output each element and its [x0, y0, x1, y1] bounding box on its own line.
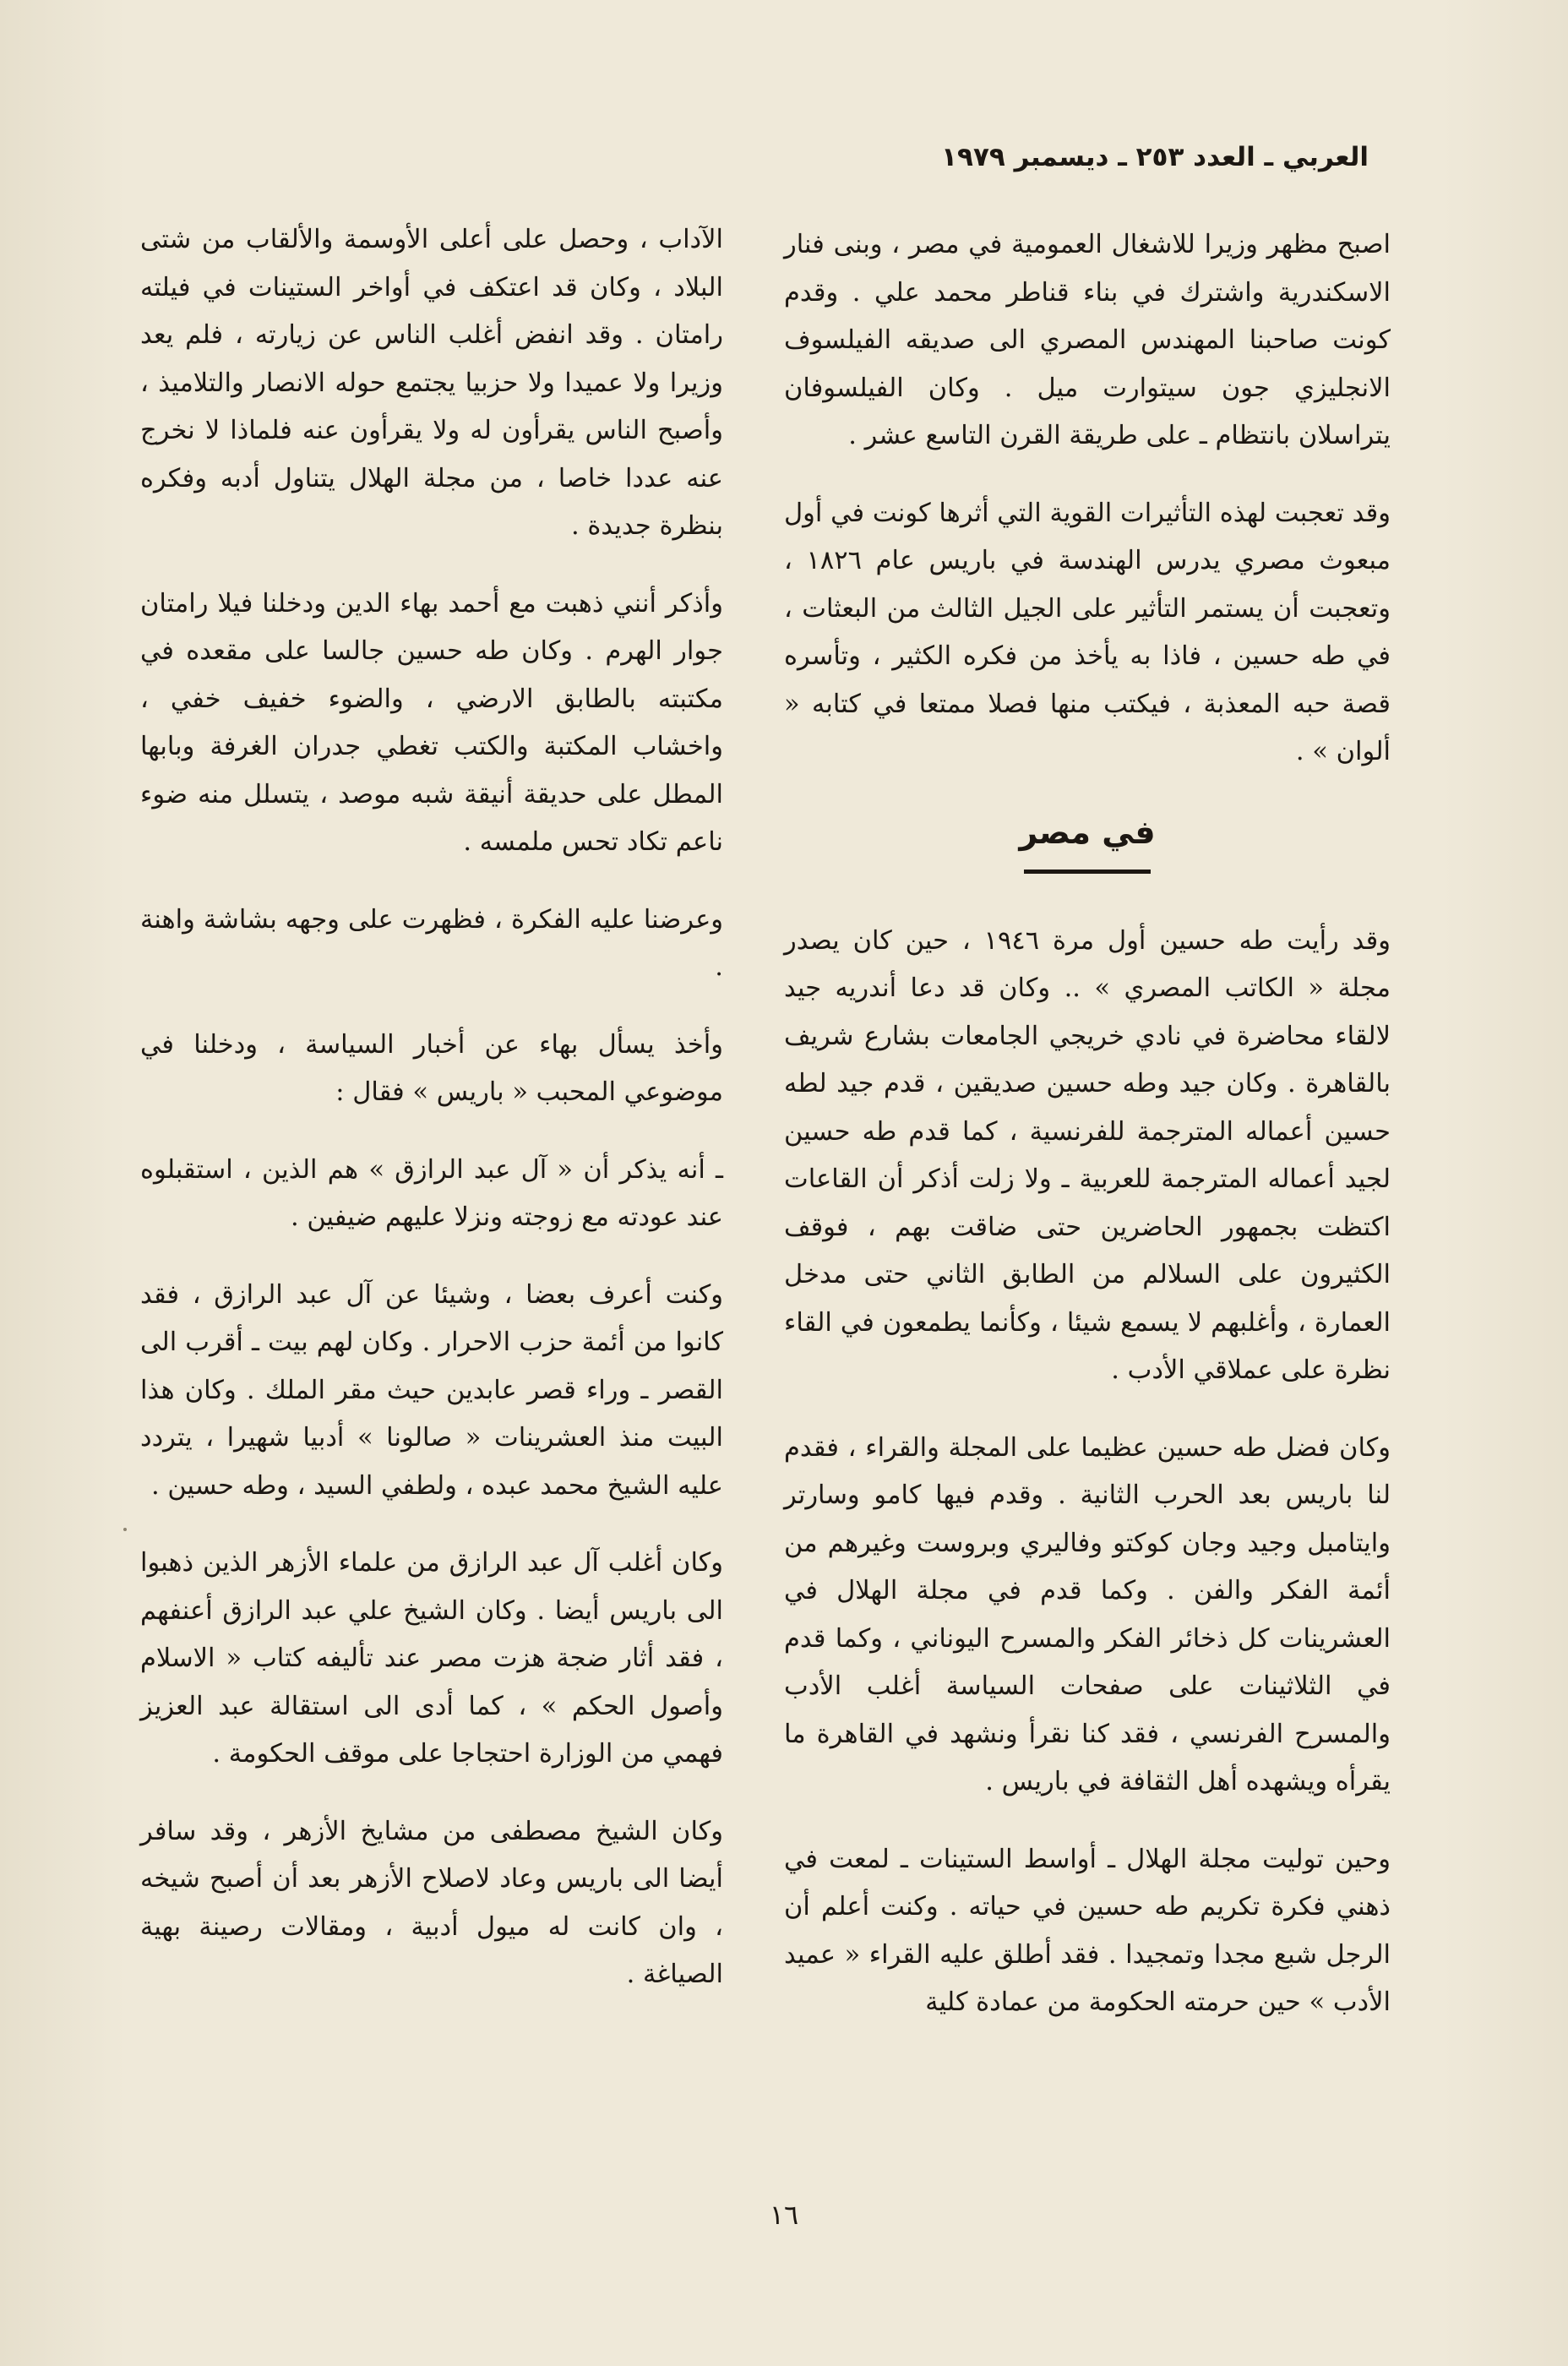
paragraph: وكان أغلب آل عبد الرازق من علماء الأزهر الذين ذهبوا الى باريس أيضا . وكان الشيخ علي عبد الرازق أعنفهم ، فقد أثار ضجة هزت مصر عند تأليفه كتاب « الاسلام وأصول الحكم » ، كما أدى الى استقالة عبد العزيز فهمي من الوزارة احتجاجا على موقف الحكومة .: [140, 1548, 723, 1769]
paragraph: وحين توليت مجلة الهلال ـ أواسط الستينات ـ لمعت في ذهني فكرة تكريم طه حسين في حياته . وكنت أعلم أن الرجل شبع مجدا وتمجيدا . فقد أطلق عليه القراء « عميد الأدب » حين حرمته الحكومة من عمادة كلية: [784, 1844, 1391, 2017]
paragraph: وكان فضل طه حسين عظيما على المجلة والقراء ، فقدم لنا باريس بعد الحرب الثانية . وقدم فيها كامو وسارتر وايتامبل وجيد وجان كوكتو وفاليري وبروست وغيرهم من أئمة الفكر والفن . وكما قدم في مجلة الهلال في العشرينات كل ذخائر الفكر والمسرح اليوناني ، وكما قدم في الثلاثينات على صفحات السياسة أغلب الأدب والمسرح الفرنسي ، فقد كنا نقرأ ونشهد في القاهرة ما يقرأه ويشهده أهل الثقافة في باريس .: [784, 1432, 1391, 1796]
paragraph: وأخذ يسأل بهاء عن أخبار السياسة ، ودخلنا في موضوعي المحبب « باريس » فقال :: [140, 1029, 723, 1107]
paragraph: اصبح مظهر وزيرا للاشغال العمومية في مصر ، وبنى فنار الاسكندرية واشترك في بناء قناطر محمد علي . وقدم كونت صاحبنا المهندس المصري الى صديقه الفيلسوف الانجليزي جون سيتوارت ميل . وكان الفيلسوفان يتراسلان بانتظام ـ على طريقة القرن التاسع عشر .: [784, 230, 1391, 450]
paper-speck: [123, 1528, 127, 1531]
left-column: [140, 216, 723, 2029]
page-number: ١٦: [769, 2199, 799, 2231]
running-header: العربي ـ العدد ٢٥٣ ـ ديسمبر ١٩٧٩: [941, 142, 1369, 172]
paragraph: وقد تعجبت لهذه التأثيرات القوية التي أثرها كونت في أول مبعوث مصري يدرس الهندسة في باريس عام ١٨٢٦ ، وتعجبت أن يستمر التأثير على الجيل الثالث من البعثات ، في طه حسين ، فاذا به يأخذ من فكره الكثير ، وتأسره قصة حبه المعذبة ، فيكتب منها فصلا ممتعا في كتابه « ألوان » .: [784, 498, 1391, 766]
heading-underline: [1024, 870, 1151, 874]
section-heading-text: في مصر: [1019, 813, 1156, 851]
paragraph: ـ أنه يذكر أن « آل عبد الرازق » هم الذين ، استقبلوه عند عودته مع زوجته ونزلا عليهم ضيفين .: [140, 1154, 723, 1232]
paragraph: وعرضنا عليه الفكرة ، فظهرت على وجهه بشاشة واهنة .: [140, 904, 723, 982]
section-heading: [784, 812, 1391, 874]
paragraph: وكان الشيخ مصطفى من مشايخ الأزهر ، وقد سافر أيضا الى باريس وعاد لاصلاح الأزهر بعد أن أصبح شيخه ، وان كانت له ميول أدبية ، ومقالات رصينة بهية الصياغة .: [140, 1816, 723, 1989]
paragraph: وكنت أعرف بعضا ، وشيئا عن آل عبد الرازق ، فقد كانوا من أئمة حزب الاحرار . وكان لهم بيت ـ أقرب الى القصر ـ وراء قصر عابدين حيث مقر الملك . وكان هذا البيت منذ العشرينات « صالونا » أدبيا شهيرا ، يتردد عليه الشيخ محمد عبده ، ولطفي السيد ، وطه حسين .: [140, 1279, 723, 1501]
paragraph: وأذكر أنني ذهبت مع أحمد بهاء الدين ودخلنا فيلا رامتان جوار الهرم . وكان طه حسين جالسا على مقعده في مكتبته بالطابق الارضي ، والضوء خفيف خفي ، واخشاب المكتبة والكتب تغطي جدران الغرفة وبابها المطل على حديقة أنيقة شبه موصد ، يتسلل منه ضوء ناعم تكاد تحس ملمسه .: [140, 588, 723, 857]
right-column: [784, 221, 1391, 2057]
paragraph: وقد رأيت طه حسين أول مرة ١٩٤٦ ، حين كان يصدر مجلة « الكاتب المصري » .. وكان قد دعا أندريه جيد لالقاء محاضرة في نادي خريجي الجامعات بشارع شريف بالقاهرة . وكان جيد وطه حسين صديقين ، قدم جيد لطه حسين أعماله المترجمة للفرنسية ، كما قدم طه حسين لجيد أعماله المترجمة للعربية ـ ولا زلت أذكر أن القاعات اكتظت بجمهور الحاضرين حتى ضاقت بهم ، فوقف الكثيرون على السلالم من الطابق الثاني حتى مدخل العمارة ، وأغلبهم لا يسمع شيئا ، وكأنما يطمعون في القاء نظرة على عملاقي الأدب .: [784, 925, 1391, 1385]
paragraph: الآداب ، وحصل على أعلى الأوسمة والألقاب من شتى البلاد ، وكان قد اعتكف في أواخر الستينات في فيلته رامتان . وقد انفض أغلب الناس عن زيارته ، فلم يعد وزيرا ولا عميدا ولا حزبيا يجتمع حوله الانصار والتلاميذ ، وأصبح الناس يقرأون له ولا يقرأون عنه فلماذا لا نخرج عنه عددا خاصا ، من مجلة الهلال يتناول أدبه وفكره بنظرة جديدة .: [140, 225, 723, 541]
